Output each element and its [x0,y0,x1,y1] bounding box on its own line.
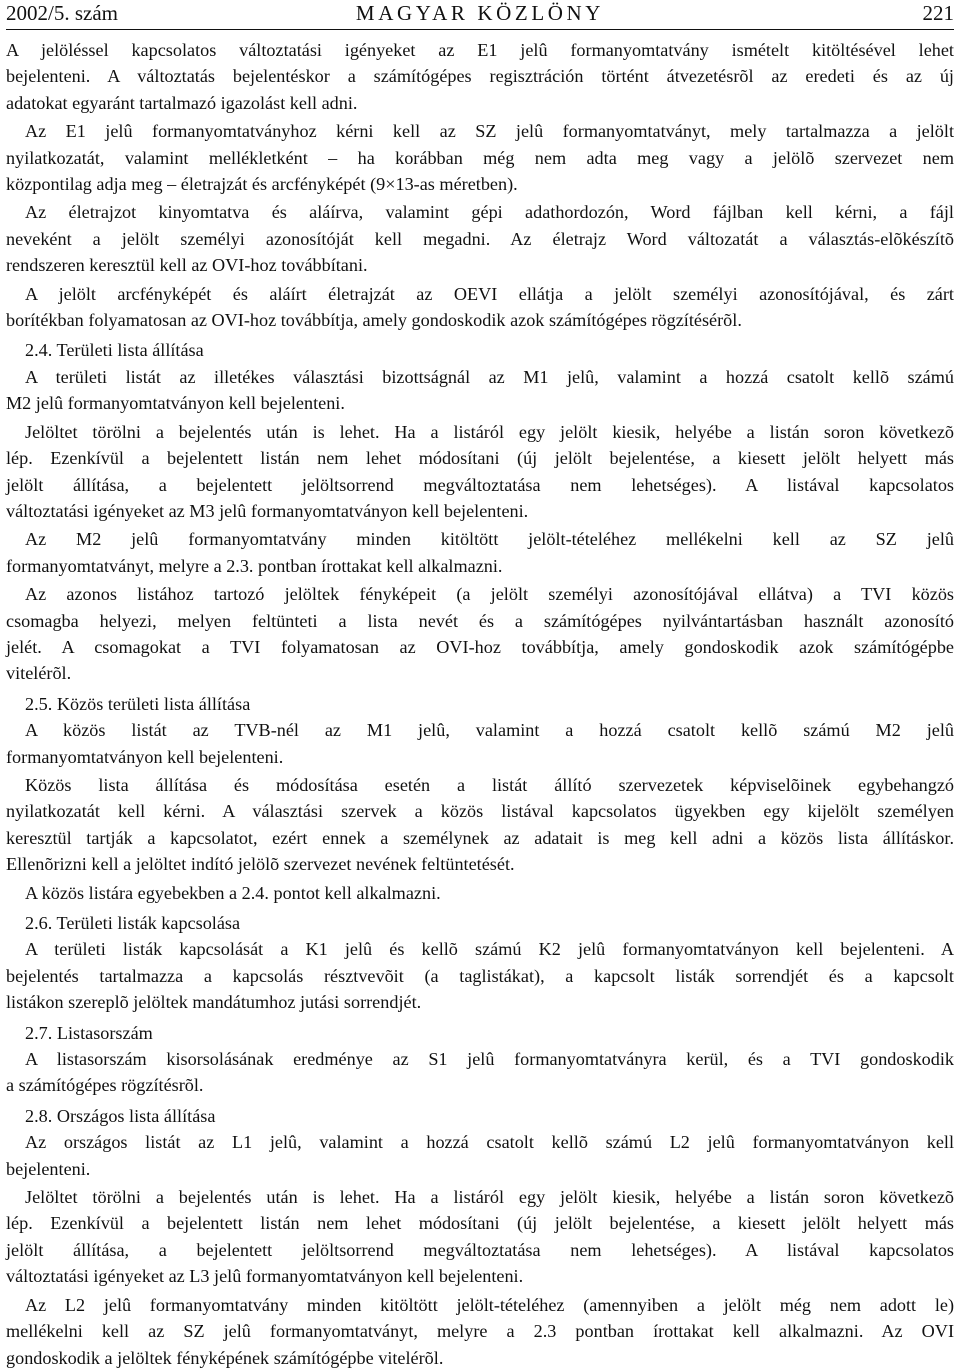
text-line: M2 jelû formanyomtatványon kell bejelenteni. [6,393,345,414]
page-number: 221 [922,1,954,25]
section-heading: 2.5. Közös területi lista állítása [25,693,251,714]
paragraph [6,1184,954,1290]
text-line: jelölt állítása, a bejelentett jelöltsorrend megváltoztatása nem lehetséges). A listával kapcsolatos [6,474,954,495]
issue-number: 2002/5. szám [6,1,118,25]
text-line: neveként a jelölt személyi azonosítóját kell megadni. Az életrajz Word változatát a választás-elõkészítõ [6,228,954,249]
text-line: Ellenõrizni kell a jelöltet indító jelölõ szervezet nevének feltüntetését. [6,854,515,875]
paragraph [6,419,954,525]
text-line: listákon szereplõ jelöltek mandátumhoz jutási sorrendjét. [6,992,422,1013]
paragraph [6,1046,954,1099]
journal-title: MAGYAR KÖZLÖNY [355,1,605,25]
text-line: változtatási igényeket az M3 jelû formanyomtatványon kell bejelenteni. [6,500,529,521]
text-line: Jelöltet törölni a bejelentés után is lehet. Ha a listáról egy jelölt kiesik, helyébe a listán soron következõ [25,1187,954,1208]
section-heading: 2.4. Területi lista állítása [25,340,204,361]
text-line: bejelenteni. [6,1158,91,1179]
text-line: Az országos listát az L1 jelû, valamint a hozzá csatolt kellõ számú L2 jelû formanyomtatványon kell [25,1132,954,1153]
paragraph [6,364,954,417]
text-line: nyilatkozatát kell kérni. A választási szervek a közös listával kapcsolatos ügyekben egy kijelölt személyen [6,801,954,822]
text-line: bejelenteni. A változtatás bejelentéskor a számítógépes regisztráción történt átvezetésrõl az eredeti és az új [6,66,954,87]
paragraph [6,526,954,579]
text-line: formanyomtatványt, melyre a 2.3. pontban írottakat kell alkalmazni. [6,555,503,576]
text-line: A jelöléssel kapcsolatos változtatási igényeket az E1 jelû formanyomtatvány ismételt kitöltésével lehet [6,40,954,60]
text-line: változtatási igényeket az L3 jelû formanyomtatványon kell bejelenteni. [6,1266,524,1287]
text-line: bejelentés tartalmazza a kapcsolás résztvevõit (a taglistákat), a kapcsolt listák sorrendjét és a kapcsolt [6,965,954,986]
page-header [6,0,954,30]
text-line: jelölt állítása, a bejelentett jelöltsorrend megváltoztatása nem lehetséges). A listával kapcsolatos [6,1239,954,1260]
text-line: formanyomtatványon kell bejelenteni. [6,746,284,767]
text-line: Közös lista állítása és módosítása esetén a listát állító szervezetek képviselõinek egybehangzó [25,774,954,795]
text-line: adatokat egyaránt tartalmazó igazolást kell adni. [6,92,358,113]
text-line: nyilatkozatát, valamint mellékletként – ha korábban még nem adta meg vagy a jelölõ szervezet nem [6,147,954,168]
text-line: A területi listát az illetékes választási bizottságnál az M1 jelû, valamint a hozzá csatolt kellõ számú [25,366,954,387]
paragraph [6,1129,954,1182]
text-line: A területi listák kapcsolását a K1 jelû és kellõ számú K2 jelû formanyomtatványon kell bejelenteni. A [25,939,954,960]
section-heading: 2.7. Listasorszám [25,1022,153,1043]
text-line: A listasorszám kisorsolásának eredménye az S1 jelû formanyomtatványra kerül, és a TVI gondoskodik [25,1049,954,1070]
paragraph [6,717,954,770]
paragraph [6,118,954,197]
text-line: lép. Ezenkívül a bejelentett listán nem lehet módosítani (új jelölt bejelentése, a kiesett jelölt helyett más [6,448,954,469]
text-line: Az E1 jelû formanyomtatványhoz kérni kell az SZ jelû formanyomtatványt, mely tartalmazza a jelölt [25,121,954,142]
section-heading: 2.8. Országos lista állítása [25,1105,216,1126]
text-line: a számítógépes rögzítésrõl. [6,1075,204,1096]
text-line: Az életrajzot kinyomtatva és aláírva, valamint gépi adathordozón, Word fájlban kell kérni, a fájl [25,202,954,223]
text-line: központilag adja meg – életrajzát és arcfényképét (9×13-as méretben). [6,174,518,195]
text-line: rendszeren keresztül kell az OVI-hoz továbbítani. [6,255,368,276]
text-line: lép. Ezenkívül a bejelentett listán nem lehet módosítani (új jelölt bejelentése, a kiesett jelölt helyett más [6,1213,954,1234]
header-rule [6,29,954,30]
text-line: Jelöltet törölni a bejelentés után is lehet. Ha a listáról egy jelölt kiesik, helyébe a listán soron következõ [25,421,954,442]
text-line: A jelölt arcfényképét és aláírt életrajzát az OEVI ellátja a jelölt személyi azonosítójával, és zárt [25,283,954,304]
document-body [6,37,954,1371]
paragraph [6,936,954,1015]
text-line: Az M2 jelû formanyomtatvány minden kitöltött jelölt-tételéhez mellékelni kell az SZ jelû [25,529,954,550]
section-heading: 2.6. Területi listák kapcsolása [25,913,241,933]
text-line: gondoskodik a jelöltek fényképének számítógépbe vitelérõl. [6,1347,444,1368]
text-line: mellékelni kell az SZ jelû formanyomtatványt, melyre a 2.3 pontban írottakat kell alkalmazni. Az OVI [6,1321,954,1342]
text-line: A közös listára egyebekben a 2.4. pontot kell alkalmazni. [25,882,441,903]
paragraph [6,1292,954,1371]
text-line: borítékban folyamatosan az OVI-hoz továbbítja, amely gondoskodik azok számítógépes rögzítésérõl. [6,310,742,331]
text-line: vitelérõl. [6,663,72,684]
text-line: jelét. A csomagokat a TVI folyamatosan az OVI-hoz továbbítja, amely gondoskodik azok számítógépbe [6,636,954,657]
text-line: csomagba helyezi, melyen feltünteti a lista nevét és a számítógépes nyilvántartásban használt azonosító [6,610,954,631]
text-line: Az L2 jelû formanyomtatvány minden kitöltött jelölt-tételéhez (amennyiben a jelölt még nem adott le) [25,1294,954,1315]
text-line: keresztül tartják a kapcsolatot, ezért ennek a személynek az adatait is meg kell adni a közös lista állításkor. [6,827,954,848]
text-line: A közös listát az TVB-nél az M1 jelû, valamint a hozzá csatolt kellõ számú M2 jelû [25,720,954,741]
paragraph [6,581,954,687]
paragraph [6,37,954,116]
paragraph [6,281,954,334]
text-line: Az azonos listához tartozó jelöltek fényképeit (a jelölt személyi azonosítójával ellátva) a TVI közös [25,584,954,605]
paragraph [6,772,954,878]
paragraph [6,880,954,906]
paragraph [6,199,954,278]
